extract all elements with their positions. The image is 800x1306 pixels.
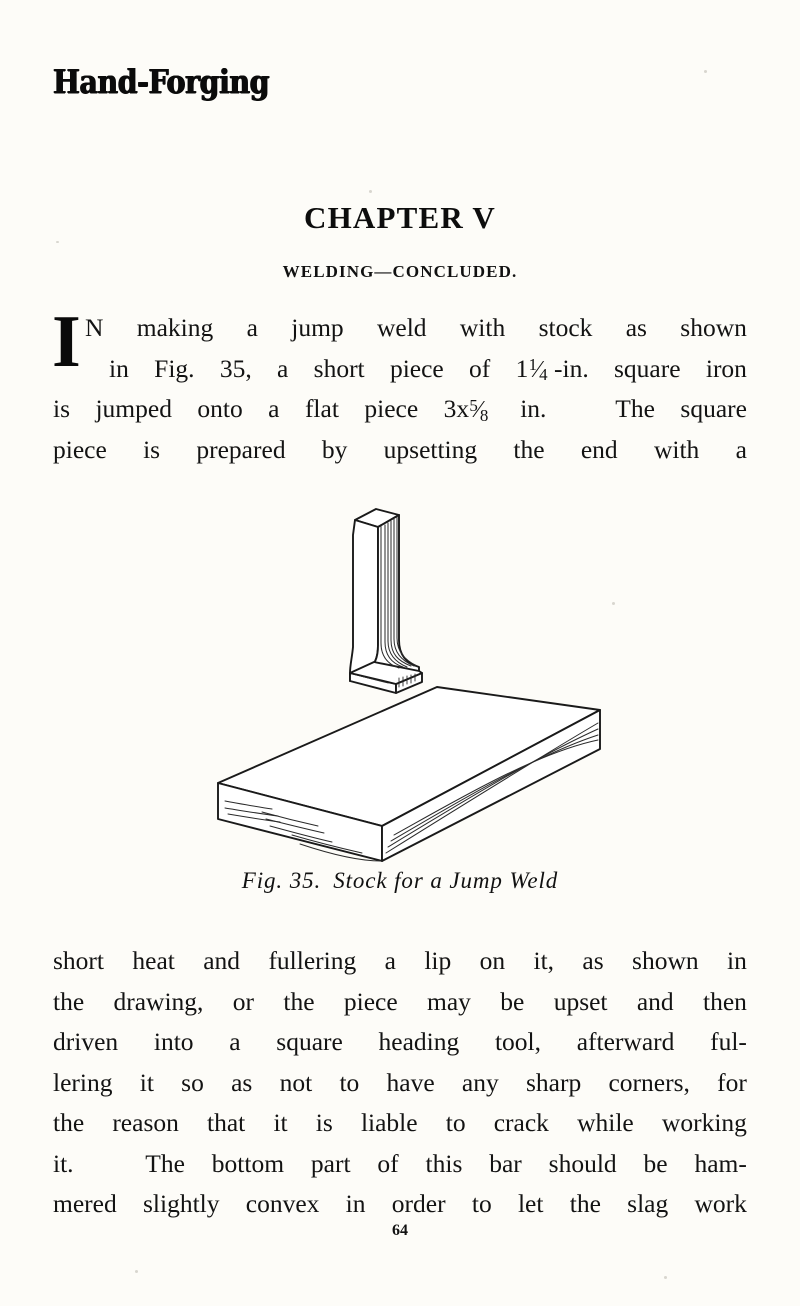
word: 35, [219, 353, 252, 383]
word: a [735, 434, 747, 464]
text-line [53, 941, 747, 982]
word: upset [553, 986, 608, 1016]
scan-speckle [135, 1270, 138, 1273]
text-line [53, 389, 747, 430]
word: let [517, 1189, 544, 1218]
figure-number: Fig. 35. [241, 868, 322, 893]
scan-speckle [369, 190, 372, 193]
text-line [53, 1063, 747, 1104]
chapter-subtitle: WELDING—CONCLUDED. [282, 262, 518, 281]
word: making [136, 313, 214, 342]
text-line [53, 1184, 747, 1225]
word: be [643, 1148, 668, 1178]
word: it [273, 1108, 288, 1137]
chapter-title: CHAPTER V [304, 200, 496, 235]
word: working [661, 1108, 747, 1137]
word: slag [627, 1189, 669, 1218]
word: is [143, 434, 161, 464]
word: of [377, 1148, 399, 1178]
word: flat [304, 394, 339, 423]
running-head [53, 62, 437, 102]
word: end [580, 434, 618, 464]
word: and [636, 986, 674, 1016]
word: for [717, 1067, 747, 1097]
text-line [53, 1144, 747, 1185]
word: is [315, 1108, 333, 1137]
word: work [694, 1189, 747, 1218]
word: tool, [494, 1027, 542, 1056]
word: any [461, 1067, 499, 1097]
word: crack [493, 1108, 549, 1137]
word: to [471, 1189, 492, 1218]
word: bar [489, 1148, 522, 1178]
text-line [53, 308, 747, 349]
word: upsetting [383, 434, 478, 464]
word: it. [53, 1148, 74, 1178]
word: the [513, 434, 545, 464]
word: so [181, 1067, 204, 1097]
word: be [500, 986, 525, 1016]
word: it [139, 1067, 154, 1097]
word: prepared [196, 434, 286, 464]
word: weld [376, 313, 427, 342]
word: mered [53, 1189, 117, 1218]
word: while [577, 1108, 634, 1137]
word: iron [705, 353, 747, 383]
text-line [53, 349, 747, 390]
word: square [276, 1027, 343, 1056]
word: a [268, 394, 280, 423]
paragraph-one [53, 308, 747, 470]
word: should [548, 1148, 617, 1178]
word: The [145, 1148, 185, 1178]
scan-speckle [664, 1276, 667, 1279]
word: Fig. [154, 353, 195, 383]
running-head-text: Hand-Forging [53, 62, 270, 101]
figure-caption-text: Stock for a Jump Weld [333, 868, 559, 893]
paragraph-two [53, 941, 747, 1225]
word: shown [680, 313, 747, 342]
word: square [680, 394, 747, 423]
word: jump [291, 313, 344, 342]
word: have [386, 1067, 435, 1097]
fraction-whole: 1 [515, 353, 529, 383]
word: piece [53, 434, 107, 464]
drop-cap: I [52, 301, 81, 383]
fraction-glyph [469, 390, 495, 433]
word: part [310, 1148, 351, 1178]
word: convex [245, 1189, 320, 1218]
word: afterward [576, 1027, 675, 1056]
word: may [427, 986, 471, 1016]
word: The [615, 394, 655, 423]
word: heading [378, 1027, 460, 1056]
word: ham- [694, 1148, 747, 1178]
word: not [279, 1067, 313, 1097]
word: into [153, 1027, 194, 1056]
fraction-slash: ⁄ [535, 355, 540, 383]
word: driven [53, 1027, 119, 1056]
text-line [53, 430, 747, 471]
flat-plate [218, 687, 600, 861]
word: with [459, 313, 506, 342]
word: in [109, 353, 129, 383]
text-line [53, 1022, 747, 1063]
word: shown [632, 946, 699, 975]
word: sharp [526, 1067, 582, 1097]
word: order [391, 1189, 446, 1218]
word: of [469, 353, 491, 383]
word: is [53, 394, 71, 423]
word: in [345, 1189, 366, 1218]
word: in [727, 946, 747, 975]
word: onto [197, 394, 243, 423]
word: corners, [608, 1067, 690, 1097]
word: to [339, 1067, 360, 1097]
fraction-eighth [444, 389, 495, 430]
fraction-glyph [528, 350, 554, 393]
word: the [569, 1189, 601, 1218]
word: as [231, 1067, 253, 1097]
word: fullering [268, 946, 357, 975]
word: piece [389, 353, 444, 383]
word: square [614, 353, 681, 383]
figure-illustration [200, 495, 620, 865]
word: piece [343, 986, 398, 1016]
jump-weld-bar [350, 509, 422, 693]
word: this [425, 1148, 463, 1178]
fraction-prefix: 3x [443, 394, 470, 423]
fraction-denominator: 8 [479, 405, 489, 425]
word: drawing, [113, 986, 204, 1016]
text-line [53, 1103, 747, 1144]
word: as [582, 946, 604, 975]
word: or [232, 986, 255, 1016]
word: the [53, 986, 85, 1016]
text-line [53, 982, 747, 1023]
fraction-numerator: 5 [469, 395, 478, 415]
fraction-denominator: 4 [539, 365, 548, 385]
word: short [313, 353, 365, 383]
word: a [246, 313, 258, 342]
word: then [703, 986, 747, 1016]
fraction-numerator: 1 [528, 355, 538, 375]
word: a [229, 1027, 241, 1056]
word: to [445, 1108, 466, 1137]
word: liable [360, 1108, 418, 1137]
word: in. [520, 394, 547, 423]
word: the [283, 986, 315, 1016]
word: on [479, 946, 506, 975]
word: the [53, 1108, 85, 1137]
word: stock [538, 313, 593, 342]
fraction-slash: ⁄ [476, 396, 481, 423]
word: by [321, 434, 348, 464]
word: it, [533, 946, 555, 975]
word: slightly [142, 1189, 220, 1218]
word: and [203, 946, 241, 975]
page-number: 64 [392, 1222, 408, 1239]
word: a [277, 353, 289, 383]
word: with [653, 434, 700, 464]
word: reason [112, 1108, 179, 1137]
word: lip [424, 946, 452, 975]
word: that [207, 1108, 246, 1137]
word: jumped [95, 394, 172, 423]
word: as [625, 313, 647, 342]
fraction-quarter: $1^1⁄4$ -in. [516, 349, 589, 390]
scan-speckle [704, 70, 707, 73]
word: lering [53, 1067, 113, 1097]
word: short [53, 946, 104, 975]
word: piece [364, 394, 419, 423]
word: ful- [710, 1027, 747, 1056]
word: heat [132, 946, 175, 975]
word: N [85, 313, 104, 342]
word: bottom [211, 1148, 285, 1178]
word: a [384, 946, 396, 975]
scan-speckle [56, 241, 59, 243]
figure-caption [0, 868, 800, 894]
